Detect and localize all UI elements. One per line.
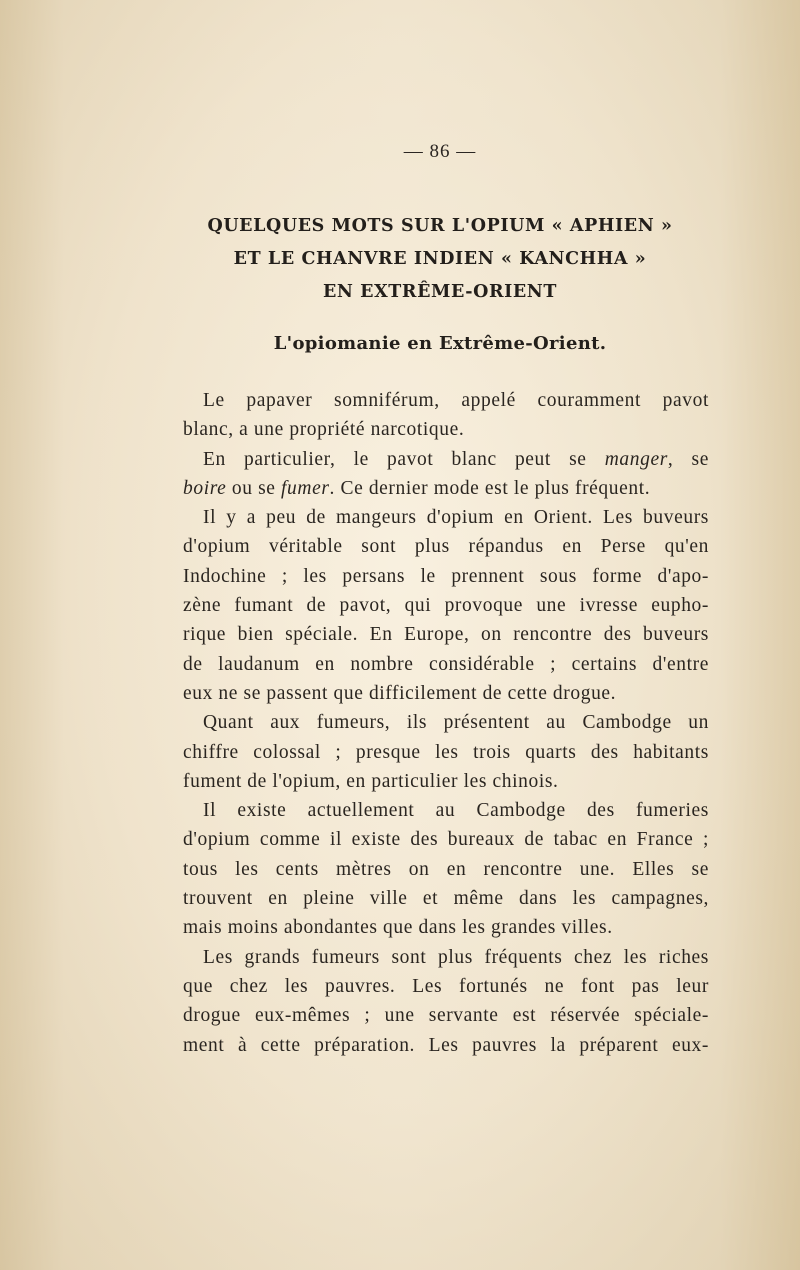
body-text (183, 386, 709, 1060)
text-line: que chez les pauvres. Les fortunés ne font pas leur (183, 975, 709, 997)
text-span: . Ce dernier mode est le plus fréquent. (329, 477, 651, 499)
section-title: L'opiomanie en Extrême-Orient. (273, 333, 607, 354)
text-line: d'opium comme il existe des bureaux de tabac en France ; (183, 829, 709, 851)
text-line: Il existe actuellement au Cambodge des fumeries (203, 800, 709, 822)
text-line: zène fumant de pavot, qui provoque une ivresse eupho- (183, 595, 709, 617)
text-line (183, 445, 709, 474)
text-line: Indochine ; les persans le prennent sous forme d'apo- (183, 565, 709, 587)
text-line: Il y a peu de mangeurs d'opium en Orient. Les buveurs (203, 507, 709, 529)
text-line: trouvent en pleine ville et même dans les campagnes, (183, 888, 709, 910)
text-line: drogue eux-mêmes ; une servante est réservée spéciale- (183, 1005, 709, 1027)
italic-word: fumer (281, 477, 330, 499)
text-span: ou se (226, 477, 282, 499)
italic-word: manger (604, 448, 668, 470)
text-line: rique bien spéciale. En Europe, on rencontre des buveurs (183, 624, 709, 646)
text-line: ment à cette préparation. Les pauvres la préparent eux- (183, 1034, 709, 1056)
text-line: d'opium véritable sont plus répandus en Perse qu'en (183, 536, 709, 558)
text-line: tous les cents mètres on en rencontre une. Elles se (183, 858, 709, 880)
italic-word: boire (183, 477, 227, 499)
text-span: , se (667, 448, 709, 470)
text-line: blanc, a une propriété narcotique. (183, 419, 465, 441)
text-line: fument de l'opium, en particulier les chinois. (183, 770, 559, 792)
text-line: mais moins abondantes que dans les grandes villes. (183, 917, 613, 939)
text-line: eux ne se passent que difficilement de cette drogue. (183, 682, 617, 704)
text-line (183, 474, 709, 503)
text-line: Les grands fumeurs sont plus fréquents chez les riches (203, 946, 709, 968)
text-line: chiffre colossal ; presque les trois quarts des habitants (183, 741, 709, 763)
text-line: de laudanum en nombre considérable ; certains d'entre (183, 653, 709, 675)
chapter-title-line-2: ET LE CHANVRE INDIEN « KANCHHA » (233, 249, 647, 269)
page-number: — 86 — (403, 141, 477, 162)
chapter-title (140, 210, 740, 309)
chapter-title-line-1: QUELQUES MOTS SUR L'OPIUM « APHIEN » (207, 216, 673, 236)
text-line: Le papaver somniférum, appelé couramment pavot (203, 390, 709, 411)
text-line: Quant aux fumeurs, ils présentent au Cambodge un (203, 712, 709, 734)
text-span: En particulier, le pavot blanc peut se (203, 448, 605, 470)
chapter-title-line-3: EN EXTRÊME-ORIENT (322, 282, 558, 302)
